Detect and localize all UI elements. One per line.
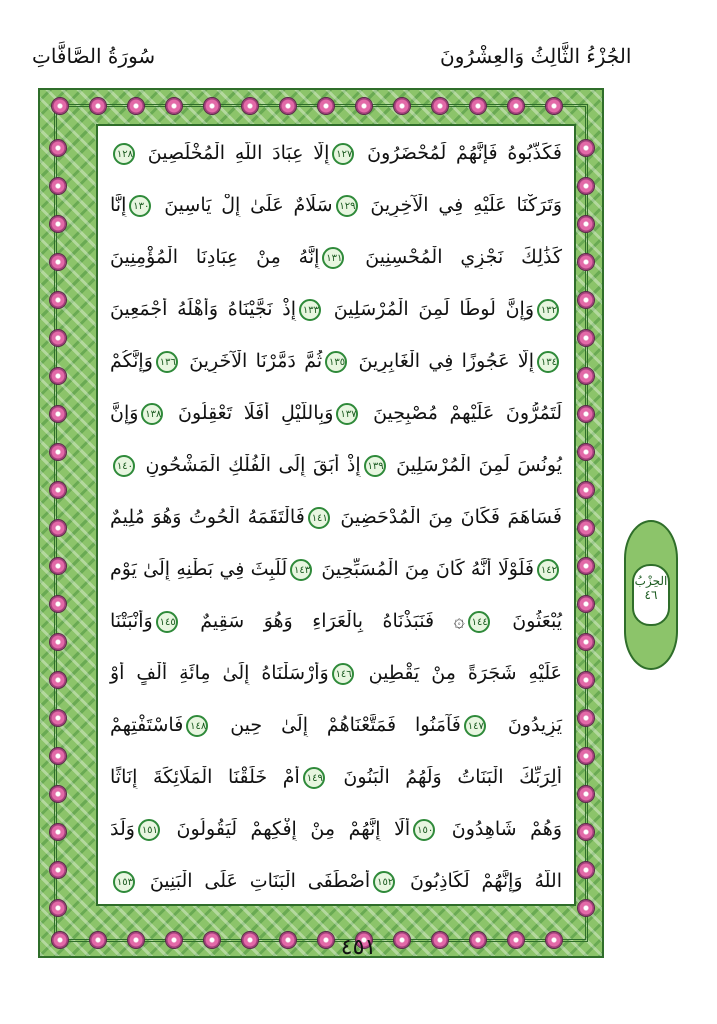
verse-line (98, 818, 574, 841)
ayah-number-marker: ١٥٢ (373, 871, 395, 893)
verse-text: أَلِرَبِّكَ الْبَنَاتُ وَلَهُمُ الْبَنُونَ (327, 766, 562, 788)
flower-ornament-icon (578, 140, 594, 156)
verse-text: ثُمَّ دَمَّرْنَا الْآخَرِينَ (180, 350, 323, 372)
ayah-number-marker: ١٣١ (322, 247, 344, 269)
flower-ornament-icon (470, 98, 486, 114)
verse-line (98, 662, 574, 685)
flower-ornament-icon (578, 178, 594, 194)
ayah-number-marker: ١٤٧ (464, 715, 486, 737)
flower-ornament-icon (50, 216, 66, 232)
verse-text: فَسَاهَمَ فَكَانَ مِنَ الْمُدْحَضِينَ (332, 506, 563, 528)
hizb-medallion (620, 520, 682, 670)
flower-ornament-icon (204, 98, 220, 114)
flower-ornament-icon (50, 482, 66, 498)
verse-line (98, 766, 574, 789)
flower-ornament-icon (50, 406, 66, 422)
flower-ornament-icon (578, 824, 594, 840)
verse-text: يَزِيدُونَ (488, 714, 562, 736)
ayah-number-marker: ١٣٩ (364, 455, 386, 477)
ayah-number-marker: ١٣٠ (129, 195, 151, 217)
verse-text: إِلَّا عِبَادَ اللَّهِ الْمُخْلَصِينَ (138, 142, 330, 164)
flower-ornament-icon (356, 98, 372, 114)
ayah-number-marker: ١٥١ (138, 819, 160, 841)
verse-line (98, 246, 574, 269)
flower-ornament-icon (318, 98, 334, 114)
verse-text: فَآمَنُوا فَمَتَّعْنَاهُمْ إِلَىٰ حِينٍ (211, 714, 461, 736)
flower-ornament-icon (578, 368, 594, 384)
verse-text: لَتَمُرُّونَ عَلَيْهِمْ مُصْبِحِينَ (361, 402, 562, 424)
verse-text: لَلَبِثَ فِي بَطْنِهِ إِلَىٰ يَوْمِ (110, 558, 288, 580)
ayah-number-marker: ١٣٨ (141, 403, 163, 425)
verse-text: وَأَنْبَتْنَا (110, 610, 153, 632)
ayah-number-marker: ١٣٤ (537, 351, 559, 373)
verse-text: إِذْ أَبَقَ إِلَى الْفُلْكِ الْمَشْحُونِ (138, 454, 361, 476)
flower-ornament-icon (578, 900, 594, 916)
verse-text: وَتَرَكْنَا عَلَيْهِ فِي الْآخِرِينَ (360, 194, 563, 216)
verse-text: إِنَّهُ مِنْ عِبَادِنَا الْمُؤْمِنِينَ (110, 246, 320, 268)
ayah-number-marker: ١٤٣ (290, 559, 312, 581)
flower-ornament-icon (50, 710, 66, 726)
verse-line (98, 298, 574, 321)
flower-ornament-icon (394, 98, 410, 114)
verse-line (98, 350, 574, 373)
flower-ornament-icon (128, 98, 144, 114)
verse-text: اللَّهُ وَإِنَّهُمْ لَكَاذِبُونَ (398, 870, 562, 892)
flower-ornament-icon (50, 444, 66, 460)
verse-line (98, 506, 574, 529)
hizb-label: الحِزْبُ (634, 574, 668, 588)
ayah-number-marker: ١٣٣ (299, 299, 321, 321)
flower-ornament-icon (578, 596, 594, 612)
verse-text: وَهُمْ شَاهِدُونَ (438, 818, 563, 840)
flower-ornament-icon (242, 98, 258, 114)
verse-text: يُبْعَثُونَ (492, 610, 562, 632)
flower-ornament-icon (578, 330, 594, 346)
flower-ornament-icon (578, 634, 594, 650)
flower-ornament-icon (578, 520, 594, 536)
verse-text: فَلَوْلَا أَنَّهُ كَانَ مِنَ الْمُسَبِّحِينَ (315, 558, 534, 580)
surah-header: سُورَةُ الصَّافَّاتِ (32, 44, 156, 68)
flower-ornament-icon (578, 672, 594, 688)
flower-ornament-icon (50, 558, 66, 574)
flower-ornament-icon (578, 406, 594, 422)
verse-text: أَمْ خَلَقْنَا الْمَلَائِكَةَ إِنَاثًا (110, 766, 300, 788)
verse-text: فَالْتَقَمَهُ الْحُوتُ وَهُوَ مُلِيمٌ (110, 506, 305, 528)
verse-text: فَكَذَّبُوهُ فَإِنَّهُمْ لَمُحْضَرُونَ (357, 142, 562, 164)
ayah-number-marker: ١٥٠ (413, 819, 435, 841)
ayah-number-marker: ١٤٠ (113, 455, 135, 477)
flower-ornament-icon (50, 748, 66, 764)
verse-line (98, 454, 574, 477)
flower-ornament-icon (50, 330, 66, 346)
ayah-number-marker: ١٤٢ (537, 559, 559, 581)
flower-ornament-icon (50, 634, 66, 650)
ayah-number-marker: ١٣٧ (336, 403, 358, 425)
flower-ornament-icon (50, 178, 66, 194)
ayah-number-marker: ١٣٥ (325, 351, 347, 373)
flower-ornament-icon (280, 98, 296, 114)
flower-ornament-icon (432, 98, 448, 114)
flower-ornament-icon (578, 482, 594, 498)
flower-ornament-icon (578, 216, 594, 232)
verse-text: إِلَّا عَجُوزًا فِي الْغَابِرِينَ (350, 350, 534, 372)
ayah-number-marker: ١٤٨ (186, 715, 208, 737)
ayah-number-marker: ١٣٢ (537, 299, 559, 321)
verse-text: إِنَّا (110, 194, 127, 216)
verse-text: وَإِنَّ (110, 402, 139, 424)
flower-ornament-icon (50, 292, 66, 308)
hizb-number: ٤٦ (644, 588, 658, 602)
verse-text: وَلَدَ (110, 818, 135, 840)
verse-text: عَلَيْهِ شَجَرَةً مِنْ يَقْطِينٍ (356, 662, 563, 684)
verse-text: وَأَرْسَلْنَاهُ إِلَىٰ مِائَةِ أَلْفٍ أَوْ (110, 662, 329, 684)
ayah-number-marker: ١٣٦ (156, 351, 178, 373)
ayah-number-marker: ١٢٧ (332, 143, 354, 165)
flower-ornament-icon (50, 824, 66, 840)
page-number: ٤٥١ (340, 935, 377, 960)
ayah-number-marker: ١٤٩ (303, 767, 325, 789)
verse-line (98, 870, 574, 893)
flower-ornament-icon (578, 558, 594, 574)
flower-ornament-icon (546, 98, 562, 114)
flower-ornament-icon (166, 98, 182, 114)
verse-line (98, 558, 574, 581)
verse-text: أَصْطَفَى الْبَنَاتِ عَلَى الْبَنِينَ (138, 870, 371, 892)
flower-ornament-icon (578, 292, 594, 308)
quran-text-panel (96, 124, 576, 906)
verse-line (98, 714, 574, 737)
verse-text: فَاسْتَفْتِهِمْ (110, 714, 184, 736)
hizb-label-box (632, 564, 670, 626)
flower-ornament-icon (90, 98, 106, 114)
verse-line (98, 142, 574, 165)
flower-ornament-icon (50, 254, 66, 270)
ayah-number-marker: ١٤٦ (332, 663, 354, 685)
flower-ornament-icon (508, 98, 524, 114)
ayah-number-marker: ١٢٨ (113, 143, 135, 165)
flower-ornament-icon (578, 862, 594, 878)
flower-ornament-icon (578, 748, 594, 764)
verse-text: وَبِاللَّيْلِ أَفَلَا تَعْقِلُونَ (166, 402, 334, 424)
flower-ornament-icon (578, 444, 594, 460)
ayah-number-marker: ١٥٣ (113, 871, 135, 893)
flower-ornament-icon (50, 672, 66, 688)
verse-text: أَلَا إِنَّهُمْ مِنْ إِفْكِهِمْ لَيَقُولُونَ (162, 818, 411, 840)
flower-ornament-icon (50, 368, 66, 384)
flower-ornament-icon (578, 710, 594, 726)
verse-text: ۞ فَنَبَذْنَاهُ بِالْعَرَاءِ وَهُوَ سَقِيمٌ (180, 610, 465, 632)
flower-ornament-icon (50, 596, 66, 612)
flower-ornament-icon (50, 520, 66, 536)
ayah-number-marker: ١٤٤ (468, 611, 490, 633)
verse-line (98, 194, 574, 217)
flower-ornament-icon (52, 98, 68, 114)
flower-ornament-icon (50, 862, 66, 878)
flower-ornament-icon (50, 786, 66, 802)
ayah-number-marker: ١٤٥ (156, 611, 178, 633)
juz-header: الجُزْءُ الثَّالِثُ وَالعِشْرُونَ (440, 44, 632, 68)
verse-text: وَإِنَّ لُوطًا لَمِنَ الْمُرْسَلِينَ (324, 298, 534, 320)
verse-text: وَإِنَّكُمْ (110, 350, 153, 372)
ayah-number-marker: ١٢٩ (336, 195, 358, 217)
verse-text: يُونُسَ لَمِنَ الْمُرْسَلِينَ (388, 454, 562, 476)
verse-line (98, 402, 574, 425)
verse-text: إِذْ نَجَّيْنَاهُ وَأَهْلَهُ أَجْمَعِينَ (110, 298, 296, 320)
ayah-number-marker: ١٤١ (308, 507, 330, 529)
verse-text: سَلَامٌ عَلَىٰ إِلْ يَاسِينَ (154, 194, 333, 216)
flower-ornament-icon (578, 254, 594, 270)
flower-ornament-icon (578, 786, 594, 802)
flower-ornament-icon (50, 140, 66, 156)
flower-ornament-icon (50, 900, 66, 916)
verse-text: كَذَٰلِكَ نَجْزِي الْمُحْسِنِينَ (347, 246, 562, 268)
verse-line (98, 610, 574, 633)
